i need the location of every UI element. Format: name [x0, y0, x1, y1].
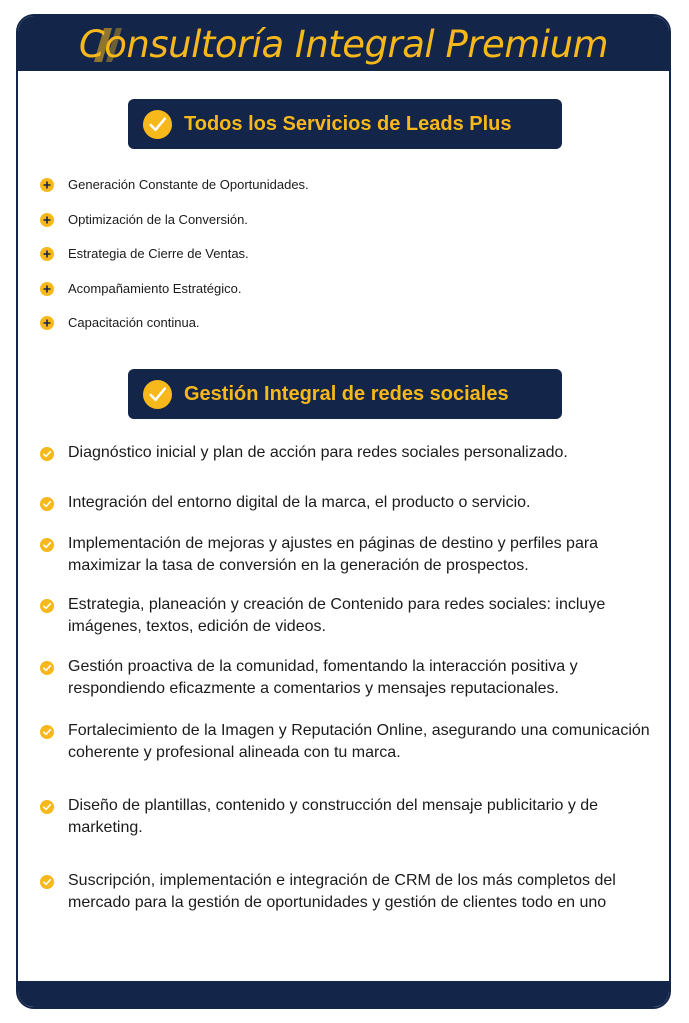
check-circle-icon [40, 497, 54, 511]
list-item [40, 533, 660, 577]
list-item [40, 245, 309, 280]
list-item [40, 211, 309, 246]
section-title: Gestión Integral de redes sociales [184, 383, 509, 405]
list-item [40, 442, 660, 464]
list-item [40, 176, 309, 211]
section-header-services [128, 99, 562, 149]
section-title: Todos los Servicios de Leads Plus [184, 113, 512, 135]
list-item-text: Generación Constante de Oportunidades. [68, 177, 309, 192]
list-item-text: Fortalecimiento de la Imagen y Reputación Online, asegurando una comunicación coherente y profesional alineada con tu marca. [68, 722, 650, 761]
plus-circle-icon [40, 213, 54, 227]
plus-circle-icon [40, 282, 54, 296]
check-circle-icon [40, 447, 54, 461]
list-item-text: Capacitación continua. [68, 315, 200, 331]
plus-circle-icon [40, 178, 54, 192]
list-item [40, 492, 660, 514]
list-item-text: Gestión proactiva de la comunidad, fomentando la interacción positiva y respondiendo eficazmente a comentarios y mensajes reputacionales. [68, 658, 578, 697]
list-item-text: Diagnóstico inicial y plan de acción para redes sociales personalizado. [68, 444, 568, 461]
check-circle-icon [40, 875, 54, 889]
list-item [40, 720, 660, 764]
list-item-text: Acompañamiento Estratégico. [68, 280, 242, 296]
list-item [40, 656, 660, 700]
list-item [40, 280, 309, 315]
service-card [16, 14, 671, 1009]
check-circle-icon [40, 599, 54, 613]
check-circle-icon [40, 661, 54, 675]
list-item-text: Estrategia, planeación y creación de Contenido para redes sociales: incluye imágenes, textos, edición de videos. [68, 596, 606, 635]
page-title: Consultoría Integral Premium [78, 23, 609, 66]
services-list [40, 176, 309, 349]
list-item [40, 870, 660, 914]
list-item-text: Estrategia de Cierre de Ventas. [68, 246, 249, 262]
list-item [40, 594, 660, 638]
check-circle-icon [40, 725, 54, 739]
list-item [40, 795, 660, 839]
check-circle-icon [40, 800, 54, 814]
plus-circle-icon [40, 316, 54, 330]
list-item [40, 314, 309, 349]
section-header-social [128, 369, 562, 419]
list-item-text: Diseño de plantillas, contenido y construcción del mensaje publicitario y de marketing. [68, 797, 599, 836]
footer-bar [18, 981, 669, 1007]
list-item-text: Implementación de mejoras y ajustes en páginas de destino y perfiles para maximizar la tasa de conversión en la generación de prospectos. [68, 535, 599, 574]
check-circle-icon [40, 538, 54, 552]
header-bar [18, 16, 669, 71]
plus-circle-icon [40, 247, 54, 261]
list-item-text: Suscripción, implementación e integración de CRM de los más completos del mercado para la gestión de oportunidades y gestión de clientes todo en uno [68, 872, 616, 911]
list-item-text: Integración del entorno digital de la marca, el producto o servicio. [68, 494, 531, 511]
list-item-text: Optimización de la Conversión. [68, 211, 248, 227]
check-circle-icon [142, 379, 173, 410]
social-services-list [40, 442, 660, 914]
check-circle-icon [142, 109, 173, 140]
